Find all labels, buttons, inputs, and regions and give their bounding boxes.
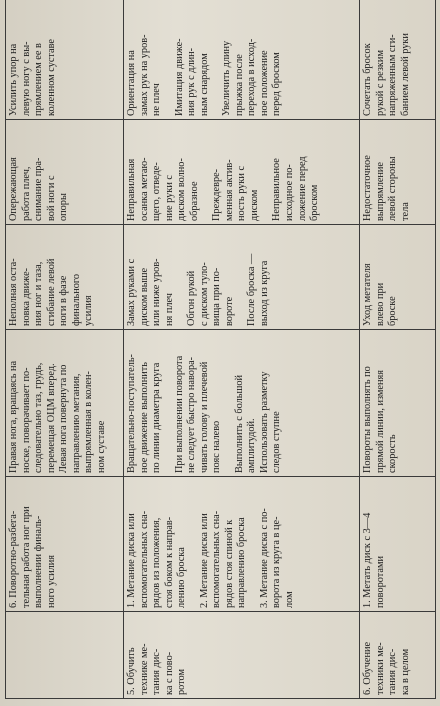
table-cell: 6. Поворотно-разбега- тельная работа ног при выполнении финаль- ного усилия (6, 477, 124, 612)
cell-block: Ориентация на замах рук на уров- не плеч (126, 34, 163, 116)
table-cell (124, 0, 360, 120)
table-cell: Усилить упор на левую ногу с вы- прямлением ее в коленном суставе (6, 0, 124, 120)
table-cell (124, 225, 360, 330)
cell-block: Обгон рукой с диском туло- вища при по- вороте (186, 262, 235, 326)
cell-block: 2. Метание диска или вспомогательных сна- рядов стоя спиной к направлению броска (198, 510, 248, 608)
cell-block: 3. Метание диска с по- ворота из круга в це- лом (258, 508, 296, 608)
table-cell: Опережающая работа плеч, снимание пра- вой ноги с опоры (6, 120, 124, 225)
table-cell (6, 612, 124, 699)
cell-block: При выполнении поворота не следует быстро навора- чивать голову и плечевой пояс налево (173, 355, 223, 473)
table-cell: Уход метателя влево при броске (360, 225, 436, 330)
table-cell (124, 330, 360, 477)
technique-table (5, 0, 436, 699)
table-cell: Правая нога, вращаясь на носке, поворачивает по- следовательно таз, грудь, перемещая ОЦМ вперед. Левая нога повернута по направлению метания, выпрямленная в колен- ном суставе (6, 330, 124, 477)
table-row (360, 0, 436, 699)
cell-block: Неправильная осанка метаю- щего, отведе- ние руки с диском волно- образное (126, 157, 200, 221)
cell-block: Вращательно-поступатель- ное движение выполнить по линии диаметра круга (126, 354, 163, 473)
cell-block: Неправильное исходное по- ложение перед броском (271, 156, 321, 221)
table-row (124, 0, 360, 699)
cell-block: Имитация движе- ния рук с длин- ным снарядом (173, 38, 210, 116)
table-cell: 5. Обучить технике ме- тания дис- ка с пово- ротом (124, 612, 360, 699)
table-cell (124, 477, 360, 612)
table-cell: 1. Метать диск с 3—4 поворотами (360, 477, 436, 612)
cell-block: Замах руками с диском выше или ниже уров- ня плеч (126, 258, 175, 326)
rotated-table-sheet (5, 7, 435, 699)
table-cell: 6. Обучение техники ме- тания дис- ка в целом (360, 612, 436, 699)
cell-block: Выполнить с большой амплитудой. Использовать разметку следов ступне (233, 371, 283, 473)
table-cell (124, 120, 360, 225)
cell-block: Преждевре- менная актив- ность руки с диском (211, 159, 260, 221)
cell-block: После броска — выход из круга (246, 253, 270, 326)
table-cell: Сочетать бросок рукой с резким напряженным сги- банием левой руки (360, 0, 436, 120)
cell-block: Увеличить длину прыжка после перехода в исход- ное положение перед броском (221, 38, 283, 116)
table-row (6, 0, 124, 699)
cell-block: 1. Метание диска или вспомогательных сна- рядов из положения, стоя боком к направ- лению броска (126, 510, 188, 608)
table-cell: Неполная оста- новка движе- ния ног и таза, сгибание левой ноги в фазе финального усилия (6, 225, 124, 330)
table-cell: Недостаточное выпрямление левой стороны тела (360, 120, 436, 225)
table-cell: Повороты выполнять по прямой линии, изменяя скорость (360, 330, 436, 477)
